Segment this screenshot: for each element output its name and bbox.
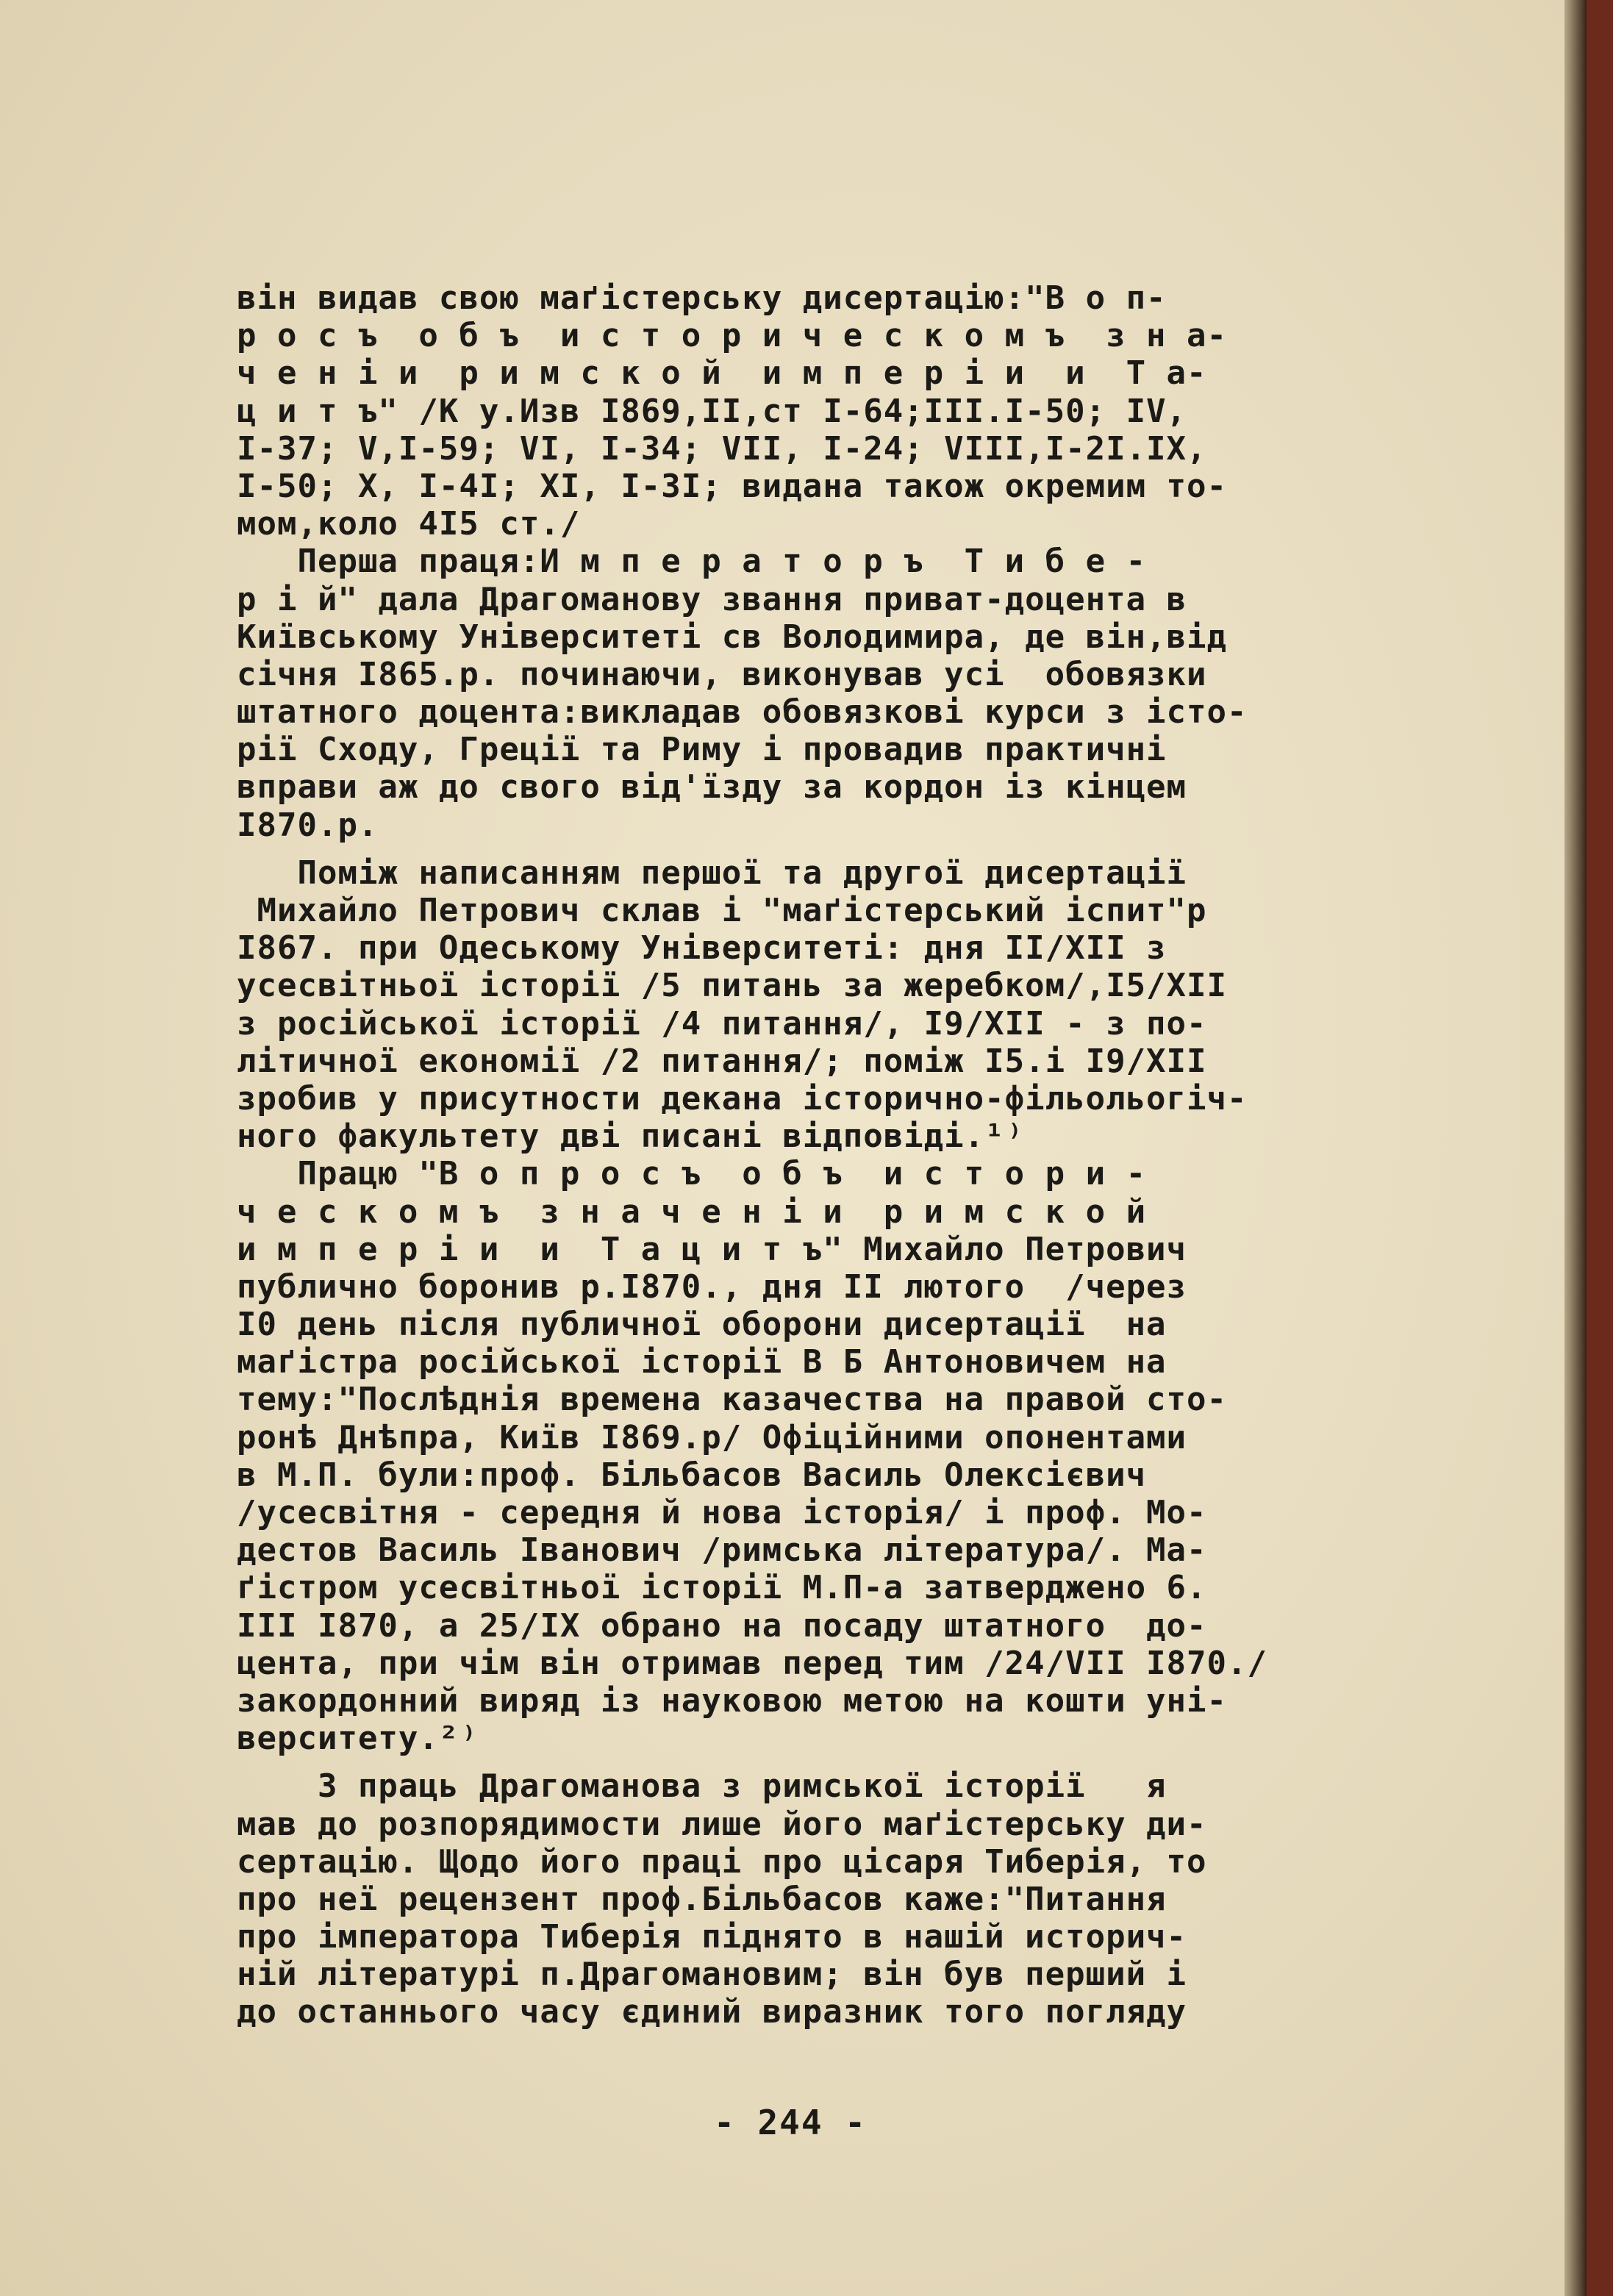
text-line: Поміж написанням першої та другої дисертації (237, 854, 1187, 892)
text-line: ч е н і и р и м с к о й и м п е р і и и Т а- (237, 354, 1207, 393)
paragraph-4 (237, 1155, 1487, 1757)
paragraph-3 (237, 854, 1487, 1156)
text-line: сертацію. Щодо його праці про цісаря Тиберія, то (237, 1842, 1207, 1881)
text-line: Перша праця:И м п е р а т о р ъ Т и б е - (237, 543, 1147, 581)
text-line: публично боронив р.І870., дня ІІ лютого /через (237, 1267, 1187, 1306)
book-spine-shadow (1564, 0, 1587, 2296)
text-line: дестов Василь Іванович /римська література/. Ма- (237, 1531, 1207, 1570)
text-line: до останнього часу єдиний виразник того погляду (237, 1993, 1187, 2031)
text-line: З праць Драгоманова з римської історії я (237, 1767, 1167, 1806)
text-line: про імператора Тиберія піднято в нашій историч- (237, 1918, 1187, 1956)
paragraph-5 (237, 1767, 1487, 2031)
text-line: з російської історії /4 питання/, І9/ХІІ - з по- (237, 1004, 1207, 1043)
text-line: він видав свою маґістерську дисертацію:"В о п- (237, 279, 1167, 317)
text-line: зробив у присутности декана історично-фільольогіч- (237, 1079, 1248, 1117)
text-line: ній літературі п.Драгомановим; він був перший і (237, 1956, 1187, 1994)
text-line: закордонний виряд із науковою метою на кошти уні- (237, 1681, 1228, 1720)
body-text (237, 279, 1487, 2031)
text-line: ІІІ І870, а 25/ІХ обрано на посаду штатного до- (237, 1606, 1207, 1645)
text-line: Київському Університеті св Володимира, де він,від (237, 618, 1228, 656)
text-line: штатного доцента:викладав обовязкові курси з істо- (237, 693, 1248, 732)
text-line: вправи аж до свого від'їзду за кордон із кінцем (237, 768, 1187, 807)
text-line: ного факультету дві писані відповіді.¹⁾ (237, 1117, 1026, 1156)
text-line: мом,коло 4І5 ст./ (237, 505, 581, 543)
text-line: про неї рецензент проф.Більбасов каже:"Питання (237, 1880, 1167, 1918)
paragraph-1 (237, 279, 1487, 543)
text-line: Михайло Петрович склав і "маґістерський іспит"р (237, 892, 1207, 929)
text-line: ґістром усесвітньої історії М.П-а затверджено 6. (237, 1569, 1207, 1607)
text-line: маґістра російської історії В Б Антоновичем на (237, 1343, 1167, 1381)
text-line: січня І865.р. починаючи, виконував усі обовязки (237, 655, 1207, 693)
text-line: /усесвітня - середня й нова історія/ і проф. Мо- (237, 1494, 1207, 1531)
text-line: тему:"Послѣднія времена казачества на правой сто- (237, 1381, 1228, 1419)
text-line: цента, при чім він отримав перед тим /24/VІІ І870./ (237, 1644, 1268, 1682)
text-line: І867. при Одеському Університеті: дня ІІ/ХІІ з (237, 929, 1167, 968)
text-line: р о с ъ о б ъ и с т о р и ч е с к о м ъ з н а- (237, 317, 1228, 355)
text-line: ронѣ Днѣпра, Київ І869.р/ Офіційними опонентами (237, 1418, 1187, 1456)
text-line: Працю "В о п р о с ъ о б ъ и с т о р и - (237, 1155, 1147, 1193)
text-line: рії Сходу, Греції та Риму і провадив практичні (237, 731, 1167, 769)
text-line: І-37; V,І-59; VІ, І-34; VІІ, І-24; VІІІ,І-2І.ІХ, (237, 429, 1207, 468)
text-line: р і й" дала Драгоманову звання приват-доцента в (237, 580, 1187, 618)
text-line: и м п е р і и и Т а ц и т ъ" Михайло Петрович (237, 1230, 1187, 1268)
text-line: І-50; Х, І-4І; ХІ, І-3І; видана також окремим то- (237, 467, 1228, 505)
text-line: І870.р. (237, 806, 379, 844)
page-number: - 244 - (714, 2103, 867, 2142)
paragraph-2 (237, 543, 1487, 844)
text-line: ц и т ъ" /К у.Изв І869,ІІ,ст І-64;ІІІ.І-50; ІV, (237, 392, 1187, 430)
text-line: ч е с к о м ъ з н а ч е н і и р и м с к о й (237, 1192, 1147, 1231)
text-line: І0 день після публичної оборони дисертації на (237, 1306, 1167, 1344)
text-line: мав до розпорядимости лише його маґістерську ди- (237, 1805, 1207, 1843)
book-binding (1587, 0, 1613, 2296)
text-line: в М.П. були:проф. Більбасов Василь Олексієвич (237, 1456, 1147, 1494)
text-line: усесвітньої історії /5 питань за жеребком/,І5/ХІІ (237, 967, 1228, 1005)
text-line: верситету.²⁾ (237, 1720, 479, 1758)
text-line: літичної економії /2 питання/; поміж І5.і І9/ХІІ (237, 1042, 1207, 1080)
